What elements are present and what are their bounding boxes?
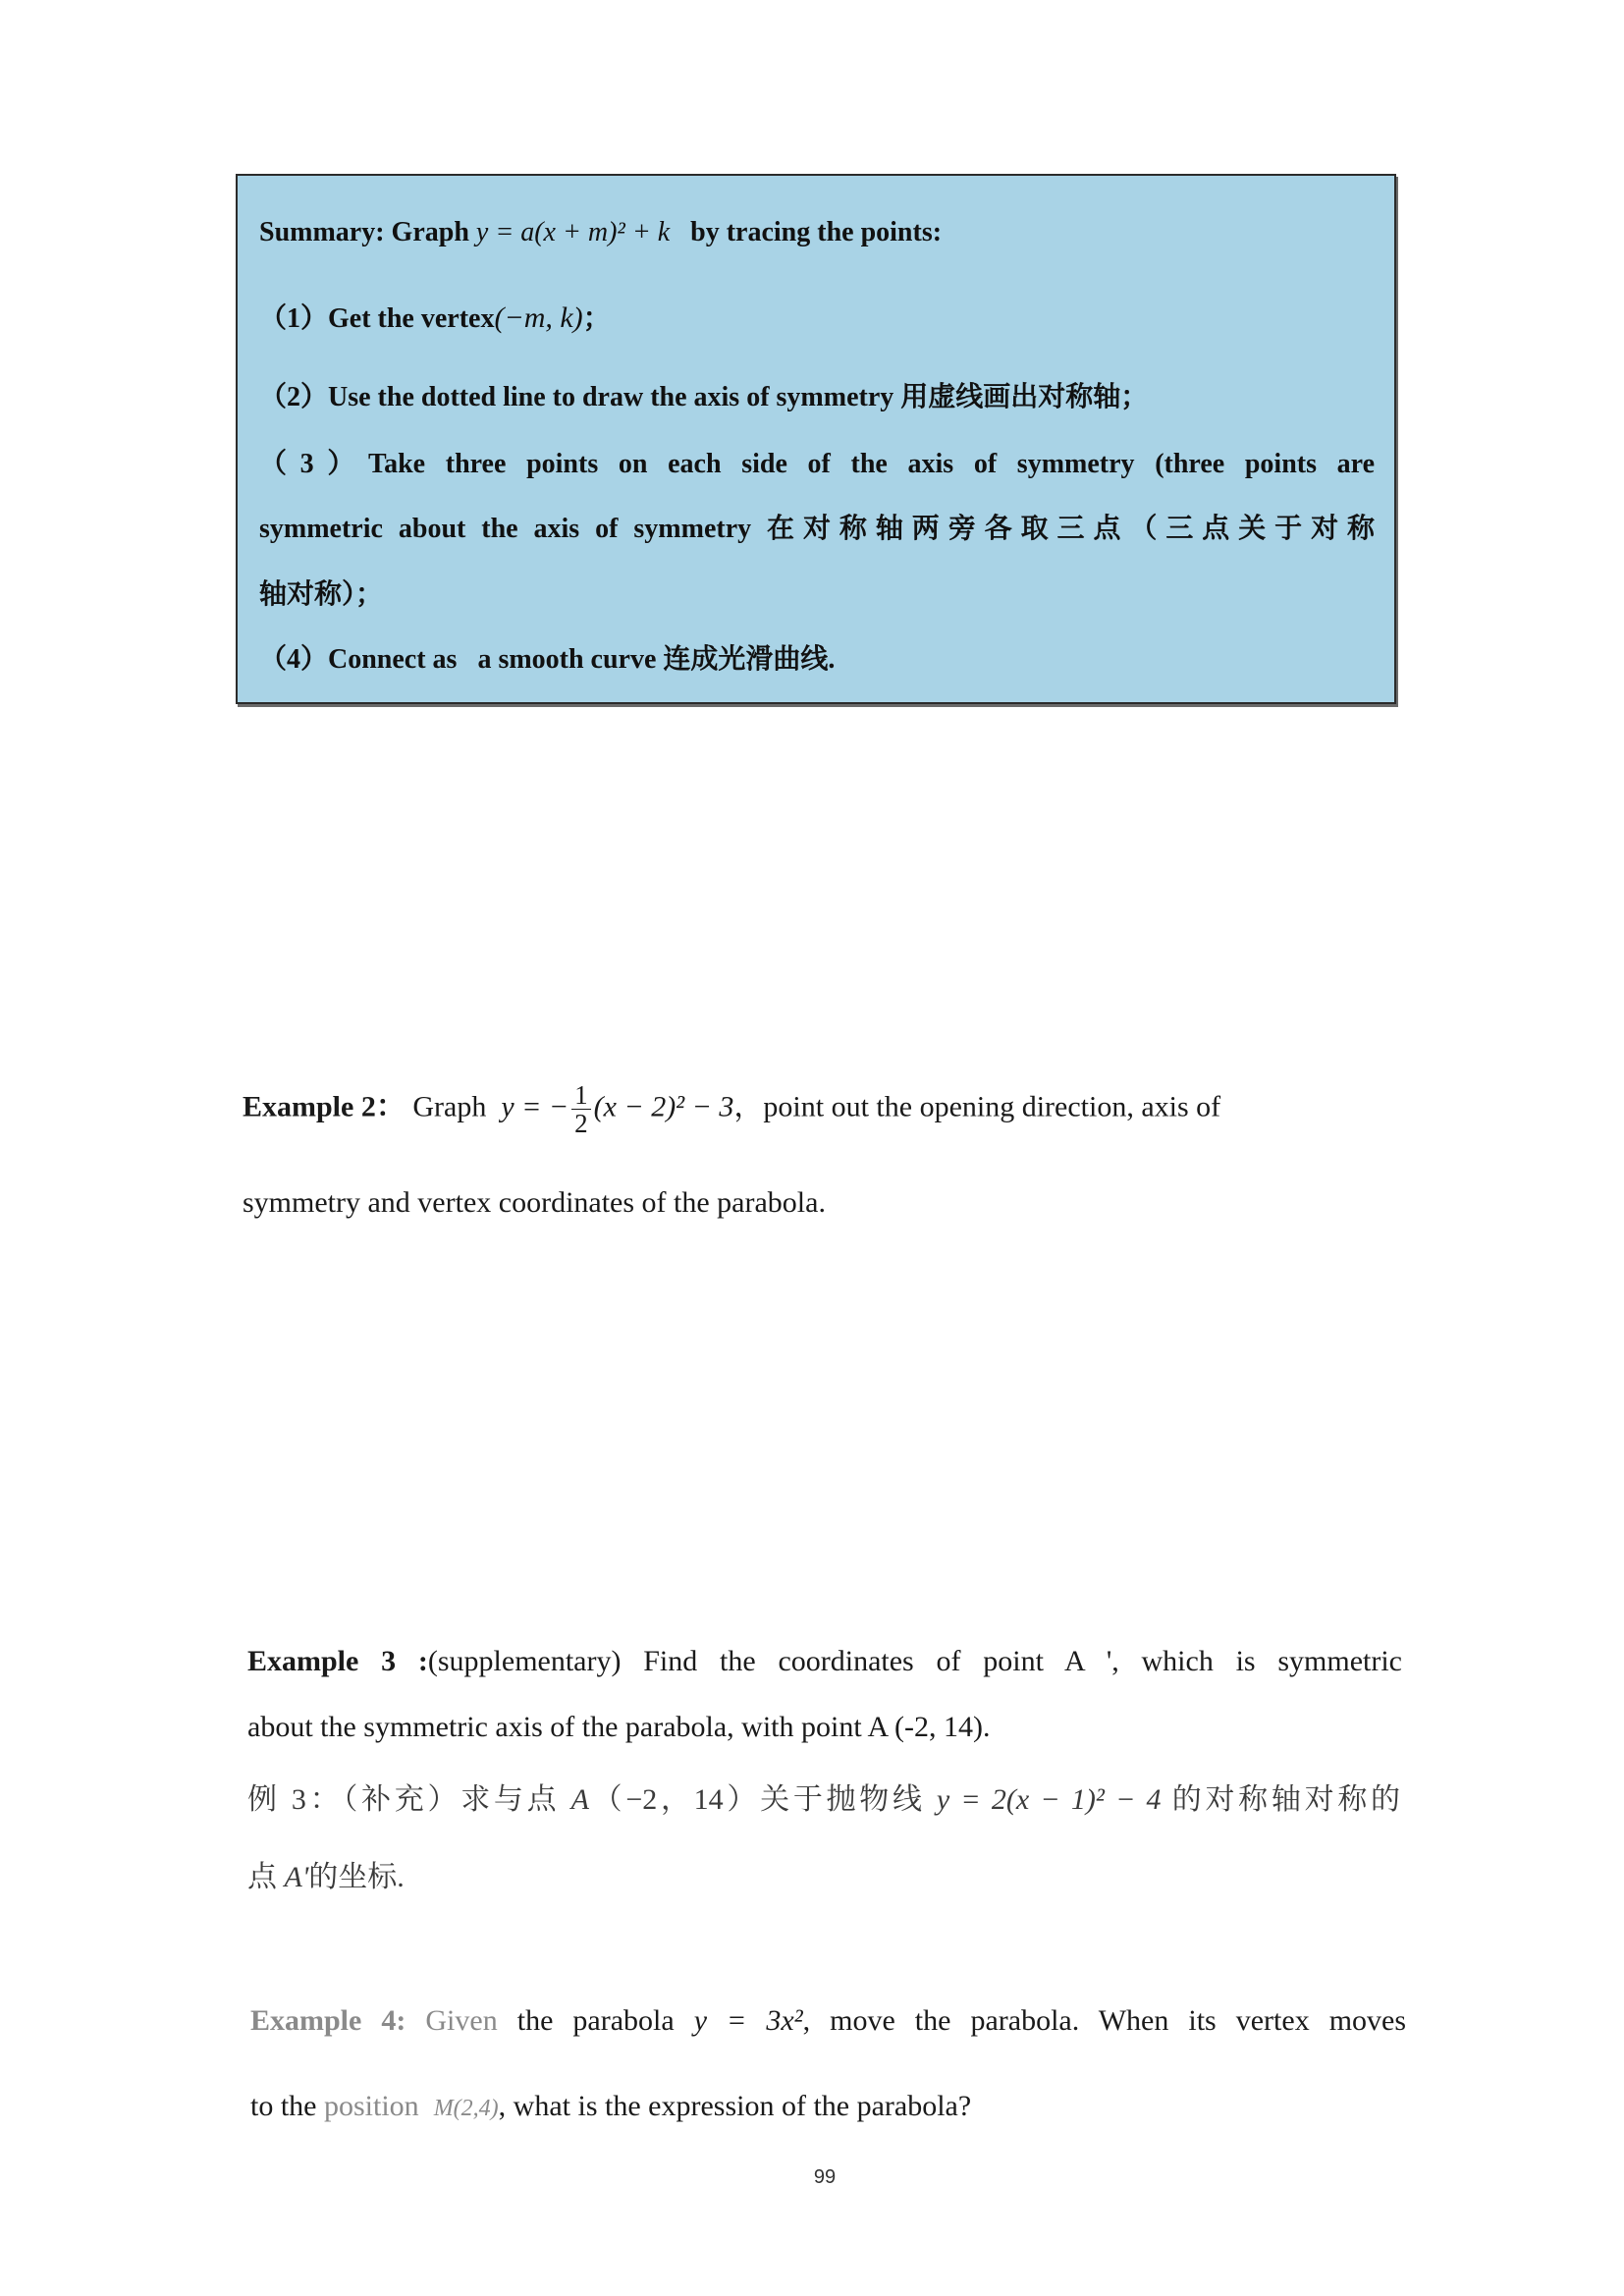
cn-line-2-b: 的坐标. xyxy=(308,1861,405,1893)
summary-title-formula: y = a(x + m)² + k xyxy=(475,217,671,247)
summary-step-1 xyxy=(259,299,1375,338)
example-4-line-1-mid: the parabola xyxy=(516,2004,675,2037)
cn-point-a: A xyxy=(570,1783,589,1816)
example-4-given: Given xyxy=(425,2004,498,2037)
page-number: 99 xyxy=(813,2166,837,2188)
cn-line-1-a: 例 3：（补充）求与点 xyxy=(247,1783,561,1816)
step1-label: （1）Get the vertex xyxy=(259,303,495,334)
summary-box xyxy=(236,174,1396,704)
fraction-denominator: 2 xyxy=(574,1109,588,1138)
example-2-line-1-rest: ，point out the opening direction, axis of xyxy=(733,1090,1221,1123)
example-2-lead: Graph xyxy=(412,1090,487,1123)
cn-line-1-c: 的对称轴对称的 xyxy=(1171,1783,1401,1816)
example-4-formula: y = 3x² xyxy=(693,2004,803,2037)
summary-step-3-line-2: symmetric about the axis of symmetry 在对称轴两旁各取三点（三点关于对称 xyxy=(259,514,1375,544)
example-4-position: position xyxy=(324,2090,419,2122)
cn-line-1-b: （−2，14）关于抛物线 xyxy=(588,1783,926,1816)
example-3-line-2: about the symmetric axis of the parabola, with point A (-2, 14). xyxy=(247,1711,991,1743)
example-2-formula-lhs: y = − xyxy=(501,1090,569,1123)
example-2-fraction xyxy=(571,1081,591,1137)
example-3-line-1 xyxy=(247,1640,1402,1683)
example-4-label: Example 4: xyxy=(250,2004,406,2037)
example-3-line-1-rest: (supplementary) Find the coordinates of point A ', which is symmetric xyxy=(427,1645,1402,1677)
summary-step-2: （2）Use the dotted line to draw the axis of symmetry 用虚线画出对称轴； xyxy=(259,382,1149,412)
example-3-label: Example 3 : xyxy=(247,1645,428,1677)
cn-line-2-a: 点 xyxy=(247,1861,277,1893)
step1-end: ； xyxy=(582,303,611,334)
example-4-line-1-rest: , move the parabola. When its vertex moves xyxy=(802,2004,1407,2037)
example-2-label: Example 2： xyxy=(243,1090,406,1123)
fraction-numerator: 1 xyxy=(571,1081,591,1110)
summary-step-3-line-3: 轴对称）； xyxy=(259,579,384,610)
example-4-line-2 xyxy=(250,2085,971,2128)
example-3-cn-line-1 xyxy=(247,1778,1400,1822)
example-2-line-1 xyxy=(243,1080,1221,1138)
cn-point-a-prime: A' xyxy=(284,1861,309,1893)
summary-title-line xyxy=(259,213,1375,252)
example-4-line-2-rest: , what is the expression of the parabola? xyxy=(498,2090,972,2122)
example-4-line-2-a: to the xyxy=(250,2090,317,2122)
example-4-point-formula: M(2,4) xyxy=(433,2096,499,2121)
summary-step-4: （4）Connect as a smooth curve 连成光滑曲线. xyxy=(259,644,836,675)
step1-formula: (−m, k) xyxy=(494,301,583,334)
example-4-line-1 xyxy=(250,1999,1406,2043)
summary-step-3-line-1: （3）Take three points on each side of the axis of symmetry (three points are xyxy=(259,449,1375,479)
cn-formula: y = 2(x − 1)² − 4 xyxy=(936,1783,1162,1816)
summary-title-suffix: by tracing the points: xyxy=(690,217,943,247)
example-2-formula-rhs: (x − 2)² − 3 xyxy=(593,1090,734,1123)
summary-title: Summary: Graph xyxy=(259,217,469,247)
example-2-line-2: symmetry and vertex coordinates of the parabola. xyxy=(243,1186,826,1219)
example-3-cn-line-2 xyxy=(247,1856,405,1899)
